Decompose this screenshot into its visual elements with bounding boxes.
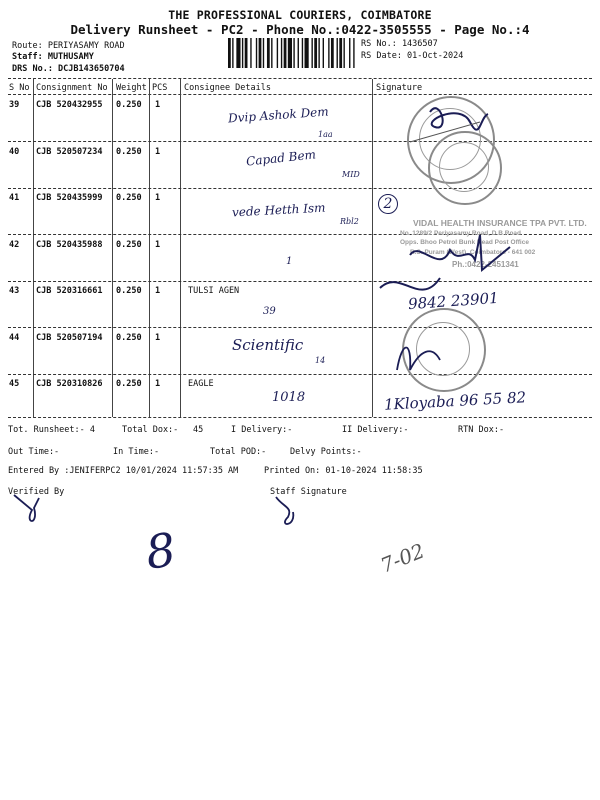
col-divider <box>372 79 373 417</box>
route-label: Route: PERIYASAMY ROAD <box>12 41 125 51</box>
row-divider <box>8 374 592 375</box>
row-pcs: 1 <box>155 286 161 296</box>
staff-label: Staff: MUTHUSAMY <box>12 52 94 62</box>
col-divider <box>33 79 34 417</box>
row-sno: 44 <box>9 332 20 343</box>
row-pcs: 1 <box>155 146 161 157</box>
hw-row39-note: 1aa <box>318 130 333 139</box>
row-consignment-no: CJB 520432955 <box>36 100 103 110</box>
out-time: Out Time:- <box>8 447 60 457</box>
barcode-bar <box>267 38 270 68</box>
barcode-bar <box>305 38 309 68</box>
barcode-graphic <box>228 38 356 68</box>
col-header-weight: Weight <box>116 83 147 93</box>
table-top-rule <box>8 78 592 79</box>
col-divider <box>112 79 113 417</box>
barcode-bar <box>277 38 278 68</box>
col-header-sno: S No <box>9 83 30 93</box>
hw-row45-number: 1018 <box>272 390 306 405</box>
barcode-bar <box>263 38 264 68</box>
row-weight: 0.250 <box>116 146 142 157</box>
barcode-bar <box>311 38 312 68</box>
hw-row39-name: Dvip Ashok Dem <box>227 104 330 126</box>
tot-runsheet: Tot. Runsheet:- 4 <box>8 425 95 435</box>
rs-number: RS No.: 1436507 <box>361 39 438 49</box>
barcode-bar <box>259 38 262 68</box>
row-consignee: EAGLE <box>188 379 214 389</box>
hw-row42-mark: 1 <box>286 256 293 267</box>
col-header-consignee: Consignee Details <box>184 83 271 93</box>
hw-row43-phone: 9842 23901 <box>407 288 500 314</box>
barcode-bar <box>343 38 344 68</box>
total-dox-value: 45 <box>193 425 204 435</box>
runsheet-subtitle: Delivery Runsheet - PC2 - Phone No.:0422-3505555 - Page No.:4 <box>70 22 530 37</box>
staff-signature-scribble <box>268 492 308 532</box>
barcode-bar <box>302 38 303 68</box>
rtn-dox: RTN Dox:- <box>458 425 505 435</box>
row-sno: 45 <box>9 379 20 389</box>
row-pcs: 1 <box>155 100 161 110</box>
row-consignee: TULSI AGEN <box>188 286 240 296</box>
barcode-bar <box>339 38 342 68</box>
company-stamp-line4: R.S. Puram (West), Coimbatore - 641 002 <box>410 249 536 256</box>
row-sno: 39 <box>9 100 20 110</box>
barcode-bar <box>337 38 338 68</box>
col-header-consignment: Consignment No <box>36 83 108 93</box>
barcode-bar <box>232 38 233 68</box>
barcode-bar <box>349 38 350 68</box>
signature-scribble-39 <box>380 92 500 152</box>
barcode-bar <box>284 38 287 68</box>
verified-by: Verified By <box>8 487 65 497</box>
entered-by: Entered By :JENIFERPC2 10/01/2024 11:57:35 AM <box>8 466 239 476</box>
drs-number: DRS No.: DCJB143650704 <box>12 64 125 74</box>
row-pcs: 1 <box>155 379 161 389</box>
hw-row41-note: Rbl2 <box>340 217 359 226</box>
company-stamp-line2: No. 1289/2 Periyasamy Road, D.B.Road <box>400 230 522 237</box>
barcode-bar <box>271 38 272 68</box>
hw-row40-name: Capad Bem <box>245 147 317 169</box>
row-sno: 43 <box>9 286 20 296</box>
row-weight: 0.250 <box>116 239 142 250</box>
hw-row41-circled: 2 <box>378 194 398 214</box>
hw-row40-note: MID <box>342 170 360 179</box>
row-weight: 0.250 <box>116 193 142 203</box>
hw-bottom-mark: 8 <box>142 522 179 580</box>
barcode-bar <box>328 38 329 68</box>
col-header-signature: Signature <box>376 83 423 93</box>
barcode-bar <box>256 38 257 68</box>
company-stamp-line3: Opps. Bhoo Petrol Bunk Head Post Office <box>400 239 529 246</box>
barcode-bar <box>331 38 334 68</box>
row-consignment-no: CJB 520310826 <box>36 379 103 389</box>
company-title: THE PROFESSIONAL COURIERS, COIMBATORE <box>168 8 432 22</box>
row-divider <box>8 188 592 189</box>
row-sno: 41 <box>9 193 20 203</box>
table-header-rule <box>8 94 592 95</box>
row-divider <box>8 141 592 142</box>
hw-row45-signature: 1Kloyaba 96 55 82 <box>383 388 527 414</box>
staff-signature: Staff Signature <box>270 487 347 497</box>
row-sno: 40 <box>9 146 20 157</box>
barcode-bar <box>288 38 292 68</box>
row-weight: 0.250 <box>116 332 142 343</box>
col-header-pcs: PCS <box>152 83 168 93</box>
row-weight: 0.250 <box>116 286 142 296</box>
hw-bottom-note: 7-02 <box>377 538 428 578</box>
barcode-bar <box>318 38 319 68</box>
ii-delivery: II Delivery:- <box>342 425 409 435</box>
hw-row44-number: 39 <box>263 306 276 317</box>
rs-date: RS Date: 01-Oct-2024 <box>361 51 464 61</box>
delvy-points: Delvy Points:- <box>290 447 362 457</box>
hw-row41-name: vede Hetth Ism <box>231 200 326 220</box>
company-stamp-line1: VIDAL HEALTH INSURANCE TPA PVT. LTD. <box>413 218 587 228</box>
i-delivery: I Delivery:- <box>231 425 293 435</box>
barcode-bar <box>314 38 317 68</box>
row-consignment-no: CJB 520435999 <box>36 193 103 203</box>
company-stamp-phone: Ph.:0422-2451341 <box>452 260 519 269</box>
total-dox-label: Total Dox:- <box>122 425 179 435</box>
signature-scribble-44 <box>392 330 452 380</box>
col-divider <box>149 79 150 417</box>
barcode-bar <box>293 38 294 68</box>
row-consignment-no: CJB 520507234 <box>36 146 103 157</box>
barcode-bar <box>242 38 243 68</box>
barcode-bar <box>236 38 240 68</box>
barcode-bar <box>323 38 324 68</box>
row-weight: 0.250 <box>116 379 142 389</box>
barcode-bar <box>353 38 354 68</box>
barcode-bar <box>298 38 299 68</box>
col-divider <box>180 79 181 417</box>
row-consignment-no: CJB 520316661 <box>36 286 103 296</box>
row-consignment-no: CJB 520435988 <box>36 239 103 250</box>
row-pcs: 1 <box>155 239 161 250</box>
barcode-bar <box>281 38 282 68</box>
barcode-bar <box>250 38 251 68</box>
printed-on: Printed On: 01-10-2024 11:58:35 <box>264 466 423 476</box>
signature-scribble-43 <box>370 268 450 308</box>
row-weight: 0.250 <box>116 100 142 110</box>
barcode-bar <box>245 38 248 68</box>
row-pcs: 1 <box>155 193 161 203</box>
in-time: In Time:- <box>113 447 160 457</box>
row-divider <box>8 327 592 328</box>
table-bottom-rule <box>8 417 592 418</box>
hw-row44-name: Scientific <box>232 336 304 354</box>
row-consignment-no: CJB 520507194 <box>36 332 103 343</box>
barcode-bar <box>228 38 231 68</box>
row-pcs: 1 <box>155 332 161 343</box>
total-pod: Total POD:- <box>210 447 267 457</box>
row-sno: 42 <box>9 239 20 250</box>
hw-row44-note: 14 <box>315 356 326 365</box>
